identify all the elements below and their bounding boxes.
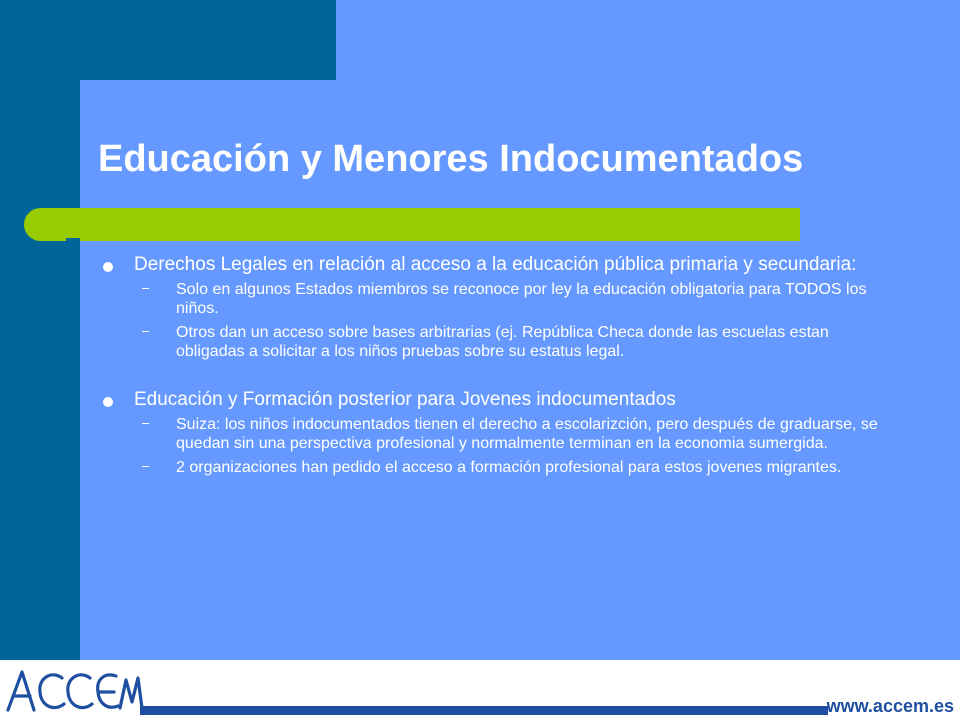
bullet-item	[100, 254, 880, 275]
sub-bullet-item	[100, 458, 880, 477]
sub-bullet-item	[100, 323, 880, 361]
sub-bullet-text: 2 organizaciones han pedido el acceso a formación profesional para estos jovenes migrantes.	[176, 459, 842, 476]
slide-content	[100, 248, 880, 477]
dash-icon	[142, 288, 149, 289]
footer-stripe	[140, 706, 828, 715]
bullet-item	[100, 389, 880, 410]
dash-icon	[142, 466, 149, 467]
sub-bullet-text: Otros dan un acceso sobre bases arbitrarias (ej. República Checa donde las escuelas estan obligadas a solicitar a los niños pruebas sobre su estatus legal.	[176, 324, 829, 360]
bullet-text: Derechos Legales en relación al acceso a la educación pública primaria y secundaria:	[134, 254, 857, 275]
slide-title: Educación y Menores Indocumentados	[98, 138, 804, 180]
rounded-corner	[80, 80, 140, 140]
bullet-dot-icon	[103, 397, 113, 407]
sub-bullet-text: Suiza: los niños indocumentados tienen el derecho a escolarizción, pero después de graduarse, se quedan sin una perspectiva profesional y normalmente terminan en la economia sumergida.	[176, 416, 878, 452]
sub-bullet-item	[100, 280, 880, 318]
bar-notch	[66, 238, 80, 242]
dark-left-band	[0, 0, 80, 660]
sub-bullet-item	[100, 415, 880, 453]
website-url[interactable]: www.accem.es	[826, 696, 954, 716]
dash-icon	[142, 423, 149, 424]
sub-bullet-text: Solo en algunos Estados miembros se reconoce por ley la educación obligatoria para TODOS los niños.	[176, 281, 867, 317]
dark-top-band	[0, 0, 336, 80]
title-underline-bar	[24, 208, 800, 241]
bullet-dot-icon	[103, 262, 113, 272]
bullet-text: Educación y Formación posterior para Jovenes indocumentados	[134, 389, 676, 410]
dash-icon	[142, 331, 149, 332]
footer	[0, 660, 960, 720]
accem-logo	[4, 664, 144, 716]
